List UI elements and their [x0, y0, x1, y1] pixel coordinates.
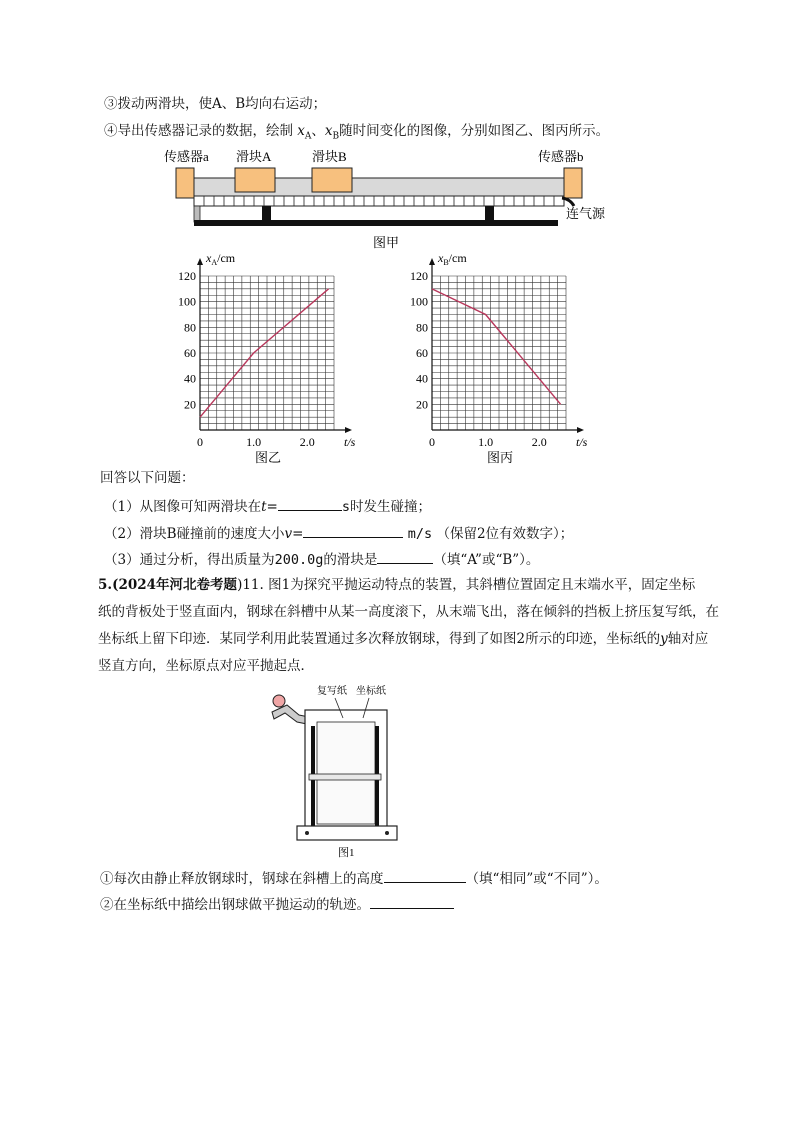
step-3: ③拨动两滑块，使A、B均向右运动； — [104, 96, 327, 112]
sub-b: B — [332, 131, 340, 142]
label-slider-b: 滑块B — [312, 149, 347, 164]
q2-eq: = — [292, 526, 304, 542]
question-1 — [104, 496, 431, 517]
ylabel-var: x — [206, 251, 212, 265]
coordinate-paper — [317, 722, 375, 824]
problem-5-line-4: 竖直方向，坐标原点对应平抛起点． — [98, 658, 314, 674]
sub-a: A — [304, 131, 312, 142]
problem-5-text-3b: 轴对应 — [667, 631, 709, 647]
ylabel-sub: A — [211, 258, 218, 267]
figure-jia — [160, 146, 620, 256]
chart-yi-grid — [200, 276, 334, 430]
q1-text: （1）从图像可知两滑块在 — [104, 499, 262, 515]
step-4-pre: ④导出传感器记录的数据，绘制 — [104, 123, 293, 139]
sub1-answer-blank[interactable] — [384, 868, 466, 883]
questions-intro: 回答以下问题： — [100, 470, 195, 486]
q1-var: t — [261, 499, 267, 515]
y-tick-label: 20 — [184, 397, 196, 412]
support-right — [485, 206, 494, 222]
question-2 — [104, 523, 573, 544]
chart-yi-ticks — [178, 269, 315, 449]
label-slider-a: 滑块A — [236, 149, 272, 164]
y-axis-arrow — [197, 258, 203, 265]
caption-fig1: 图1 — [338, 847, 355, 859]
x-axis-arrow — [345, 427, 352, 433]
slider-a — [235, 168, 275, 192]
base — [297, 826, 397, 840]
baffle — [309, 774, 381, 780]
problem-5-qnum: )11. — [237, 577, 264, 593]
caption-jia: 图甲 — [373, 235, 400, 250]
label-copy-paper: 复写纸 — [317, 686, 347, 697]
sub2-text: ②在坐标纸中描绘出钢球做平抛运动的轨迹。 — [100, 897, 370, 913]
step-4-post: 随时间变化的图像，分别如图乙、图丙所示。 — [339, 123, 610, 139]
problem-5-line-1 — [98, 575, 695, 595]
chart-yi-axes — [197, 258, 352, 433]
ylabel-var: x — [438, 251, 444, 265]
problem-5-text-3: 坐标纸上留下印迹．某同学利用此装置通过多次释放钢球，得到了如图2所示的印迹，坐标纸的 — [98, 631, 661, 647]
left-foot — [194, 206, 200, 222]
y-tick-label: 60 — [416, 346, 428, 360]
question-3 — [104, 549, 539, 570]
y-tick-label: 80 — [416, 320, 428, 335]
q2-post: （保留2位有效数字）； — [436, 526, 574, 542]
chute — [272, 705, 309, 724]
q2-text: （2）滑块B碰撞前的速度大小 — [104, 526, 285, 542]
q1-unit: s — [341, 499, 350, 515]
q3-answer-blank[interactable] — [377, 549, 433, 564]
ylabel-unit: /cm — [448, 251, 467, 265]
sub1-text: ①每次由静止释放钢球时，钢球在斜槽上的高度 — [100, 871, 384, 887]
y-tick-label: 100 — [410, 294, 428, 309]
problem-5-line-3 — [98, 629, 708, 649]
label-coord-paper: 坐标纸 — [356, 686, 386, 697]
q2-var: v — [284, 526, 293, 542]
step-4 — [104, 121, 609, 147]
q3-post: （填“A”或“B”）。 — [433, 552, 540, 568]
q3-text: （3）通过分析，得出质量为 — [104, 552, 275, 568]
track-scale — [194, 196, 564, 206]
var-xa: x — [297, 123, 305, 139]
screw-right — [385, 831, 389, 835]
chart-yi-xlabel: t/s — [344, 435, 356, 449]
y-tick-label: 120 — [410, 269, 428, 283]
chart-bing-axes — [429, 258, 584, 433]
q1-post: 时发生碰撞； — [349, 499, 431, 515]
y-var: y — [660, 631, 668, 647]
y-tick-label: 40 — [184, 371, 196, 386]
label-sensor-a: 传感器a — [164, 149, 209, 164]
x-tick-label: 0 — [429, 435, 435, 449]
y-tick-label: 60 — [184, 346, 196, 360]
chart-yi-ylabel — [205, 251, 236, 267]
ylabel-sub: B — [443, 258, 449, 267]
x-tick-label: 0 — [197, 435, 203, 449]
support-left — [262, 206, 271, 222]
screw-left — [305, 831, 309, 835]
sensor-a — [176, 168, 194, 198]
y-tick-label: 100 — [178, 294, 196, 309]
x-tick-label: 1.0 — [246, 435, 262, 449]
figure-1 — [265, 682, 425, 862]
label-sensor-b: 传感器b — [538, 149, 584, 164]
ylabel-unit: /cm — [217, 251, 236, 265]
var-xb: x — [324, 123, 333, 139]
problem-5-line-2: 纸的背板处于竖直面内，钢球在斜槽中从某一高度滚下，从末端飞出，落在倾斜的挡板上挤压复写纸，在 — [98, 604, 719, 620]
sub1-post: （填“相同”或“不同”）。 — [465, 871, 608, 887]
y-tick-label: 120 — [178, 269, 196, 283]
sub-question-2 — [100, 894, 454, 915]
steel-ball — [273, 695, 285, 707]
chart-bing-ylabel — [437, 251, 467, 267]
q3-mid: 的滑块是 — [323, 552, 378, 568]
q3-mass: 200.0g — [274, 552, 324, 568]
x-axis-arrow — [577, 427, 584, 433]
q1-answer-blank[interactable] — [278, 496, 342, 511]
q2-unit: m/s — [407, 526, 433, 542]
comma: 、 — [311, 123, 325, 139]
y-tick-label: 20 — [416, 397, 428, 412]
q2-answer-blank[interactable] — [303, 523, 403, 538]
label-air-source: 连气源 — [566, 206, 606, 221]
base-bar — [194, 220, 558, 226]
chart-yi-title: 图乙 — [255, 450, 282, 464]
y-tick-label: 80 — [184, 320, 196, 335]
chart-bing-ticks — [410, 269, 547, 449]
chart-bing — [392, 244, 602, 464]
problem-5-number: 5. — [98, 577, 113, 593]
x-tick-label: 1.0 — [478, 435, 494, 449]
sensor-b — [564, 168, 582, 198]
chart-bing-xlabel: t/s — [576, 435, 588, 449]
sub2-answer-blank[interactable] — [370, 894, 454, 909]
problem-5-source: (2024年河北卷考题 — [112, 577, 238, 593]
x-tick-label: 2.0 — [531, 435, 547, 449]
chart-yi — [160, 244, 370, 464]
x-tick-label: 2.0 — [299, 435, 315, 449]
q1-eq: = — [266, 499, 278, 515]
y-axis-arrow — [429, 258, 435, 265]
problem-5-text-1: 图1为探究平抛运动特点的装置，其斜槽位置固定且末端水平，固定坐标 — [268, 577, 696, 593]
y-tick-label: 40 — [416, 371, 428, 386]
slider-b — [312, 168, 352, 192]
chart-bing-title: 图丙 — [487, 450, 514, 464]
sub-question-1 — [100, 868, 608, 889]
